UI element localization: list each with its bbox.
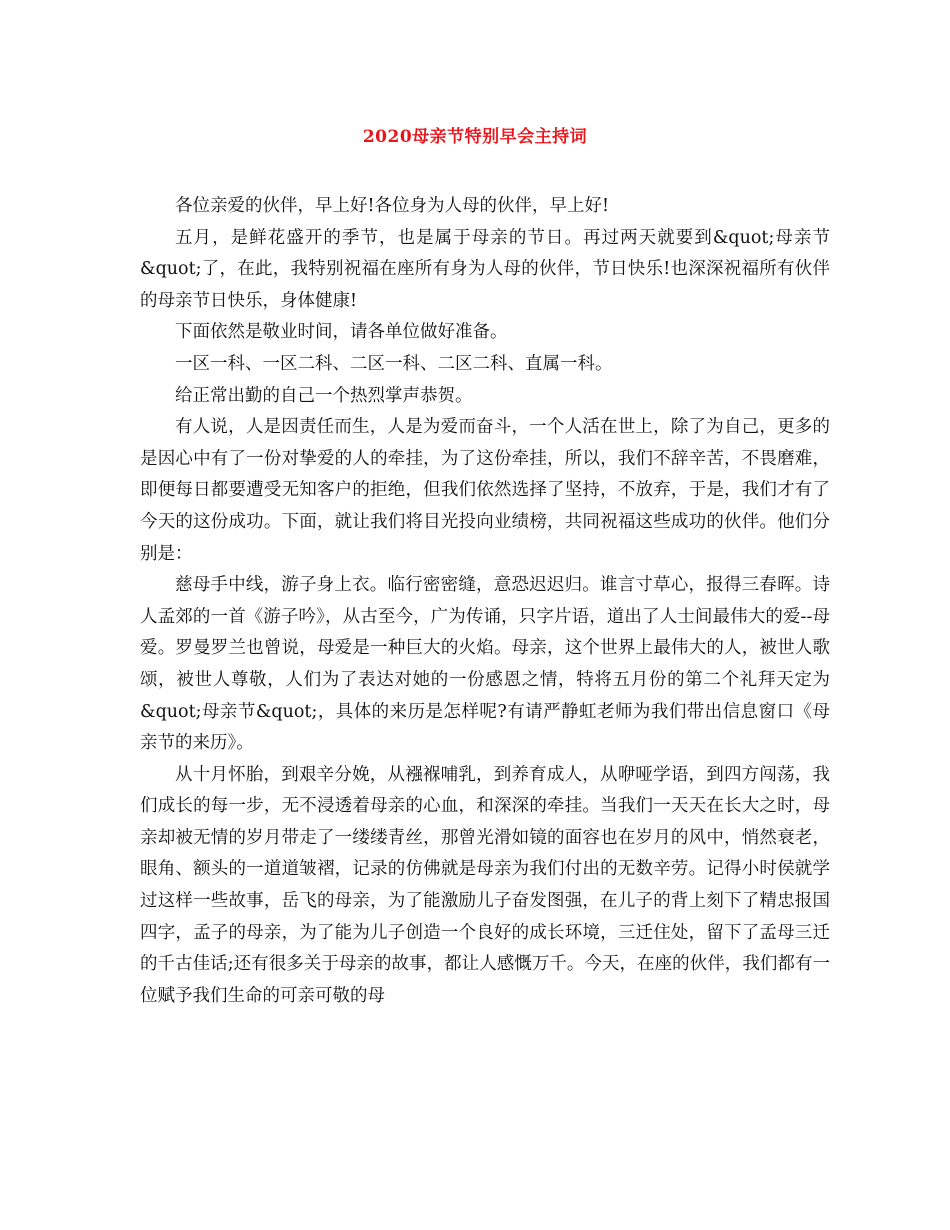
paragraph-poem: 慈母手中线，游子身上衣。临行密密缝，意恐迟迟归。谁言寸草心，报得三春晖。诗人孟郊的一首《游子吟》，从古至今，广为传诵，只字片语，道出了人士间最伟大的爱--母爱。罗曼罗兰也曾说，母爱是一种巨大的火焰。母亲，这个世界上最伟大的人，被世人歌颂，被世人尊敬，人们为了表达对她的一份感恩之情，特将五月份的第二个礼拜天定为&quot;母亲节&quot;，具体的来历是怎样呢?有请严静虹老师为我们带出信息窗口《母亲节的来历》。 [140, 575, 830, 754]
document-title: 2020母亲节特别早会主持词 [362, 127, 588, 147]
paragraph-applause: 给正常出勤的自己一个热烈掌声恭贺。 [175, 385, 473, 406]
document-body [140, 191, 830, 1012]
paragraph-may-festival: 五月，是鲜花盛开的季节，也是属于母亲的节日。再过两天就要到&quot;母亲节&quot;了，在此，我特别祝福在座所有身为人母的伙伴，节日快乐!也深深祝福所有伙伴的母亲节日快乐，身体健康! [140, 227, 830, 311]
paragraph-greeting: 各位亲爱的伙伴，早上好!各位身为人母的伙伴，早上好! [175, 196, 610, 216]
paragraph-preparation: 下面依然是敬业时间，请各单位做好准备。 [175, 322, 508, 343]
paragraph-growth: 从十月怀胎，到艰辛分娩，从襁褓哺乳，到养育成人，从咿哑学语，到四方闯荡，我们成长的每一步，无不浸透着母亲的心血，和深深的牵挂。当我们一天天在长大之时，母亲却被无情的岁月带走了一缕缕青丝，那曾光滑如镜的面容也在岁月的风中，悄然衰老，眼角、额头的一道道皱褶，记录的仿佛就是母亲为我们付出的无数辛劳。记得小时侯就学过这样一些故事，岳飞的母亲，为了能激励儿子奋发图强，在儿子的背上刻下了精忠报国四字，孟子的母亲，为了能为儿子创造一个良好的成长环境，三迁住处，留下了孟母三迁的千古佳话;还有很多关于母亲的故事，都让人感慨万千。今天，在座的伙伴，我们都有一位赋予我们生命的可亲可敬的母 [140, 764, 830, 1006]
paragraph-responsibility: 有人说，人是因责任而生，人是为爱而奋斗，一个人活在世上，除了为自己，更多的是因心中有了一份对挚爱的人的牵挂，为了这份牵挂，所以，我们不辞辛苦，不畏磨难，即便每日都要遭受无知客户的拒绝，但我们依然选择了坚持，不放弃，于是，我们才有了今天的这份成功。下面，就让我们将目光投向业绩榜，共同祝福这些成功的伙伴。他们分别是： [140, 417, 830, 564]
paragraph-units: 一区一科、一区二科、二区一科、二区二科、直属一科。 [175, 353, 613, 374]
